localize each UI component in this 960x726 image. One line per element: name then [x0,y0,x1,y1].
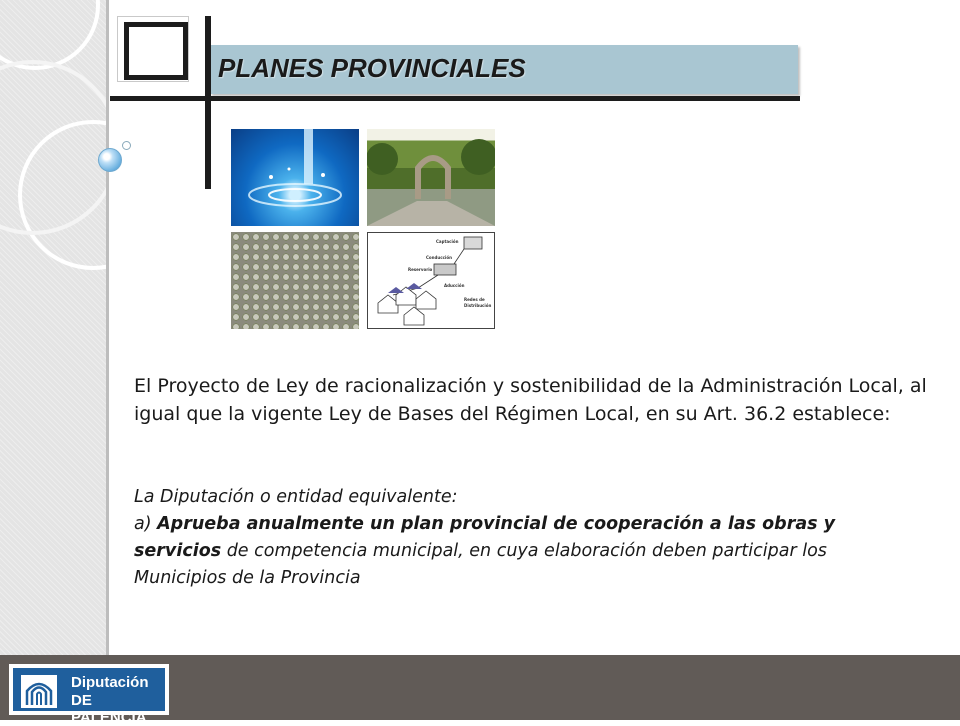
quote-intro: La Diputación o entidad equivalente: [134,487,458,507]
water-droplet-photo [231,129,359,226]
diagram-label-red: Redes de [464,297,485,302]
quote-bold-phrase: Aprueba anualmente un plan provincial de cooperación a las obras y servicios [134,514,836,561]
quote-paragraph [134,484,894,592]
diputacion-palencia-logo [9,664,169,726]
small-bubble-icon [122,141,131,150]
diagram-label-deposito: Reservorio [408,267,433,272]
water-supply-diagram [367,232,495,329]
logo-panel [13,668,165,726]
arch-emblem-graphic [21,675,57,708]
bubble-icon [98,148,122,172]
arch-emblem-icon [21,675,57,708]
diagram-label-red2: Distribución [464,303,492,308]
logo-text-line2: DE PALENCIA [71,692,147,726]
quote-item [134,511,894,592]
quote-rest: de competencia municipal, en cuya elaboración deben participar los Municipios de la Provincia [134,541,827,588]
quote-item-marker: a) [134,514,152,534]
deco-circle-mid [0,60,106,235]
intro-paragraph: El Proyecto de Ley de racionalización y sostenibilidad de la Administración Local, al igual que la vigente Ley de Bases del Régimen Local, en su Art. 36.2 establece: [134,375,927,425]
deco-square-frame [124,22,188,80]
side-border [106,0,109,655]
vertical-rule [205,16,211,189]
side-decoration [0,0,106,655]
horizontal-rule [110,96,800,101]
diagram-label-captacion: Captación [436,239,459,244]
water-supply-graphic [368,233,494,328]
cobblestone-pavement-photo [231,232,359,329]
diagram-label-aduccion: Aducción [444,283,465,288]
water-splash-graphic [231,129,359,226]
slide-title: PLANES PROVINCIALES [218,53,526,83]
logo-text-line1: Diputación [71,674,149,691]
stone-arch-graphic [367,129,495,226]
diagram-label-conduccion: Conducción [426,255,452,260]
park-stone-arch-photo [367,129,495,226]
